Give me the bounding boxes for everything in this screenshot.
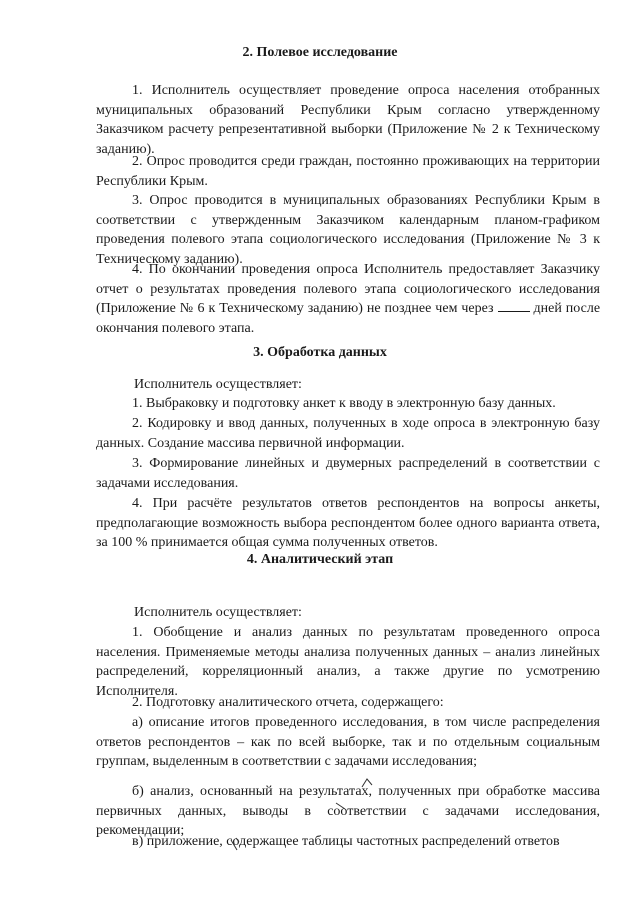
section-2-paragraph-1: 1. Исполнитель осуществляет проведение опроса населения отобранных муниципальных образований Республики Крым согласно утвержденному Заказчиком расчету репрезентативной выборки (Приложение № 2 к Техническому заданию).: [96, 83, 600, 157]
section-3-paragraph-2: 2. Кодировку и ввод данных, полученных в ходе опроса в электронную базу данных. Создание массива первичной информации.: [96, 416, 600, 451]
section-4-item-c: в) приложение, содержащее таблицы частотных распределений ответов: [132, 834, 560, 849]
deadline-blank: [498, 299, 530, 312]
section-2-paragraph-4-start: 4. По окончании проведения опроса Исполнитель предоставляет Заказчику отчет о результатах проведения полевого этапа социологического исследования (Приложение № 6 к Техническому заданию) не позднее чем через: [96, 262, 600, 317]
section-2-paragraph-4-end: дней после окончания полевого этапа.: [96, 301, 601, 336]
section-3-paragraph-4: 4. При расчёте результатов ответов респондентов на вопросы анкеты, предполагающие возможность выбора респондентом более одного варианта ответа, за 100 % принимается общая сумма полученных ответов.: [96, 496, 600, 551]
section-4-intro: Исполнитель осуществляет:: [134, 605, 302, 620]
section-4-paragraph-1: 1. Обобщение и анализ данных по результатам проведенного опроса населения. Применяемые методы анализа полученных данных – анализ линейных распределений, корреляционный анализ, а также другие по усмотрению Исполнителя.: [96, 625, 600, 699]
section-3-paragraph-1: 1. Выбраковку и подготовку анкет к вводу в электронную базу данных.: [132, 396, 556, 411]
section-3-paragraph-3: 3. Формирование линейных и двумерных распределений в соответствии с задачами исследования.: [96, 456, 600, 491]
section-3-title: 3. Обработка данных: [253, 345, 387, 360]
section-4-paragraph-2: 2. Подготовку аналитического отчета, содержащего:: [132, 695, 444, 710]
section-4-item-b: б) анализ, основанный на результатах, полученных при обработке массива первичных данных, выводы в соответствии с задачами исследования, рекомендации;: [96, 784, 600, 839]
section-4-item-a: а) описание итогов проведенного исследования, в том числе распределения ответов респондентов – как по всей выборке, так и по отдельным социальным группам, выделенным в соответствии с задачами исследования;: [96, 715, 600, 770]
section-3-intro: Исполнитель осуществляет:: [134, 377, 302, 392]
section-4-title: 4. Аналитический этап: [246, 552, 394, 567]
section-2-paragraph-4: [96, 260, 600, 338]
section-2-title: 2. Полевое исследование: [242, 45, 398, 60]
section-2-paragraph-3: 3. Опрос проводится в муниципальных образованиях Республики Крым в соответствии с утвержденным Заказчиком календарным планом-графиком проведения полевого этапа социологического исследования (Приложение № 3 к Техническому заданию).: [96, 193, 600, 267]
section-2-paragraph-2: 2. Опрос проводится среди граждан, постоянно проживающих на территории Республики Крым.: [96, 154, 600, 189]
